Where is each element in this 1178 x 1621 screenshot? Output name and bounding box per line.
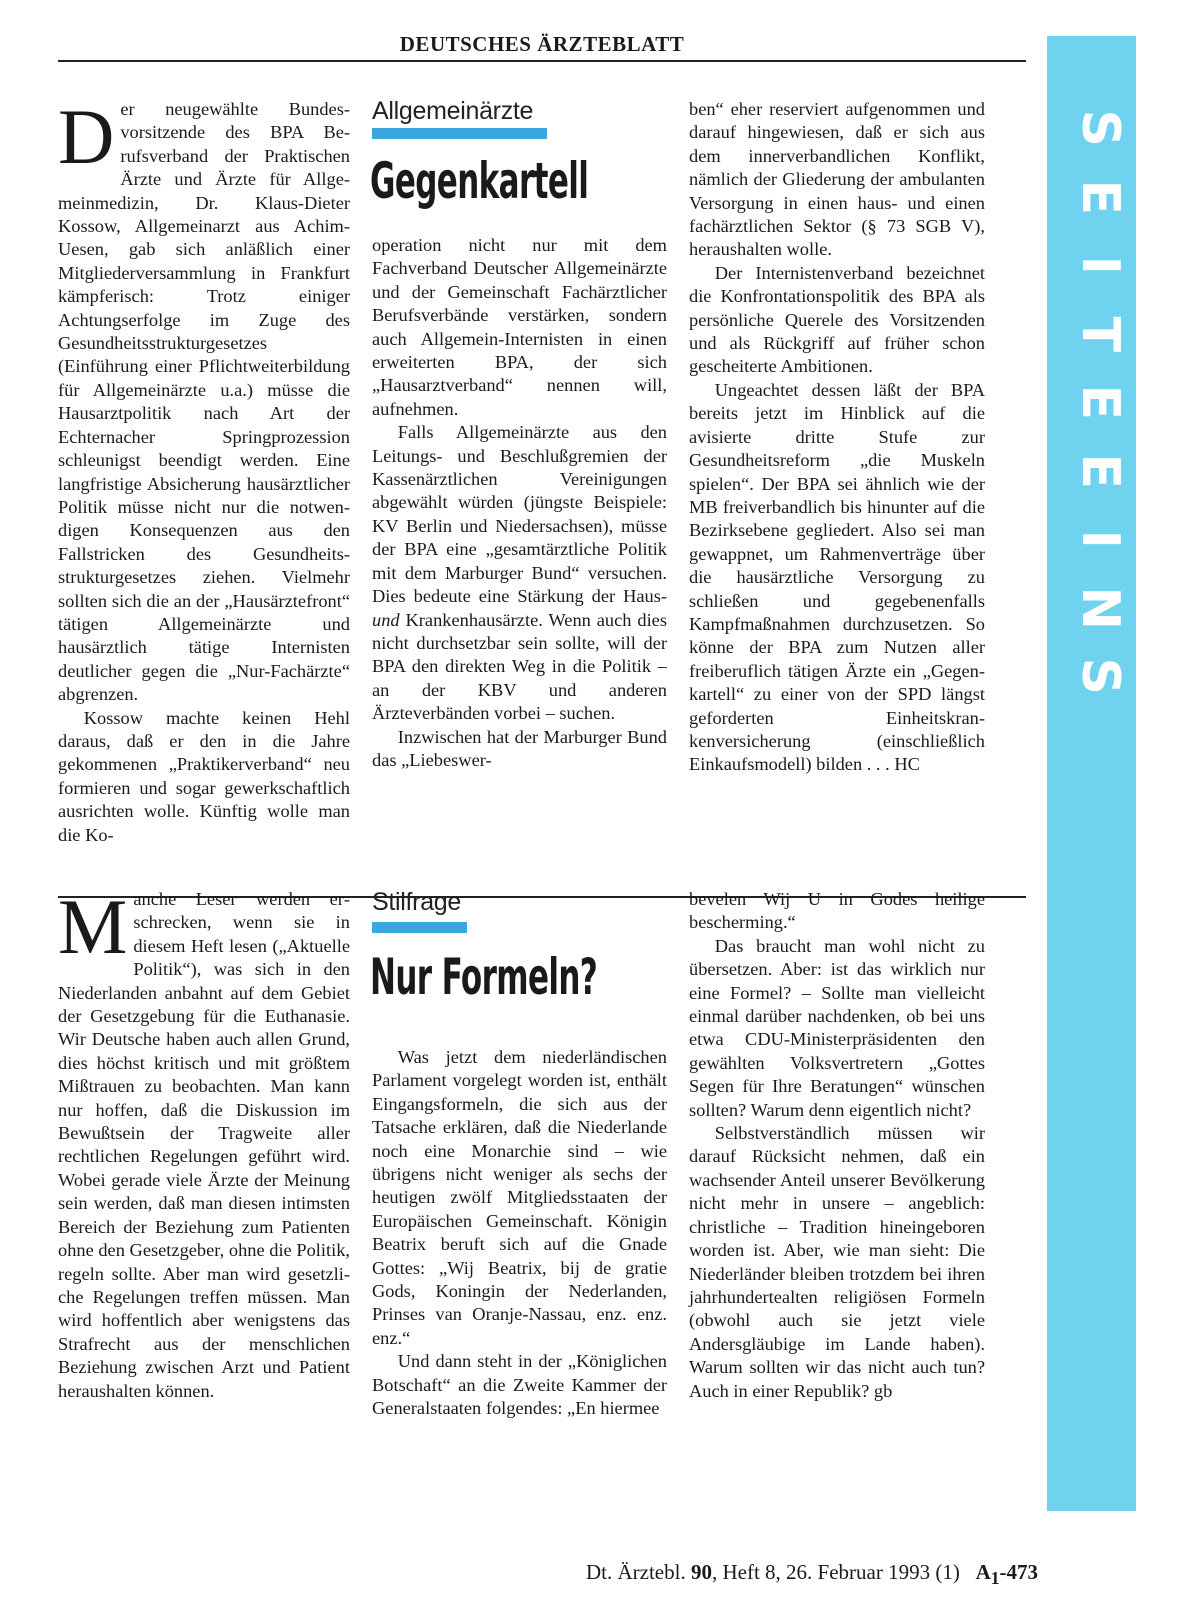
article-column-2 [372, 1046, 667, 1421]
sidebar-letter: S [1069, 657, 1130, 695]
kicker-accent-bar [372, 922, 467, 933]
sidebar-letters [1047, 94, 1136, 711]
sidebar-letter: E [1069, 384, 1130, 421]
drop-cap: D [58, 93, 115, 180]
paragraph: anche Leser werden erschrecken, wenn sie in diesem Heft lesen („Aktuelle Politik“), was sich in den Niederlanden anbahnt auf dem Gebiet der Gesetzgebung für die Euthanasie. Wir Deutsche haben auch allen Grund, dies höchst kritisch und mit größtem Mißtrauen zu beobachten. Man kann nur hoffen, daß die Diskussion im Bewußtsein der Tragweite aller rechtlichen Regelungen geführt wird. Wobei gerade viele Ärzte der Meinung sein werden, daß man diesen intimsten Bereich der Beziehung zum Patienten ohne den Gesetzgeber, ohne die Politik, regeln sollte. Aber man wird gesetzliche Regelungen treffen müssen. Man wird hoffentlich aber wenigstens das Strafrecht aus der menschlichen Beziehung zwischen Arzt und Patient heraushalten können. [58, 889, 350, 1401]
sidebar-letter: T [1069, 316, 1130, 352]
page-number: $A_1-473$ [975, 1560, 1038, 1589]
paragraph: Falls Allgemeinärzte aus den Leitungs- und Beschlußgremien der Kassenärztlichen Vereinigungen abgewählt würden (jüngste Beispiele: KV Berlin und Niedersachsen), müsse der BPA eine „gesamtärztliche Politik mit dem Marburger Bund“ versuchen. Dies bedeute eine Stärkung der Haus- und Krankenhausärzte. Wenn auch dies nicht durchsetzbar sein sollte, will der BPA den direkten Weg in die Politik – an der KBV und anderen Ärzteverbänden vorbei – suchen. [372, 422, 667, 724]
issue-info: , Heft 8, 26. Februar 1993 (1) [711, 1560, 960, 1584]
masthead: DEUTSCHES ÄRZTEBLATT [399, 32, 685, 56]
paragraph: er neugewählte Bundesvorsitzende des BPA Berufsverband der Praktischen Ärzte und Ärzte für Allgemeinmedizin, Dr. Klaus-Dieter Kossow, Allgemeinarzt aus Achim-Uesen, gab sich anläßlich einer Mitgliederversammlung in Frankfurt kämpferisch: Trotz einiger Achtungserfolge im Zuge des Gesundheitsstrukturgesetzes (Einführung einer Pflichtweiterbildung für Allgemeinärzte u.a.) müsse die Hausarztpolitik nach Art der Echternacher Springprozession schleunigst beendigt werden. Eine langfristige Absicherung hausärztlicher Politik müsse nicht nur die notwendigen Konsequenzen aus den Fallstricken des Gesundheitsstrukturgesetzes ziehen. Vielmehr sollten sich die an der „Hausärztefront“ tätigen Allgemeinärzte und hausärztlich tätige Internisten deutlicher gegen die „Nur-Fachärzte“ abgrenzen. [58, 99, 350, 705]
article-kicker: Allgemeinärzte [372, 97, 534, 125]
article-column-1 [58, 883, 350, 1403]
sidebar-letter: I [1069, 529, 1130, 549]
paragraph: bevelen Wij U in Godes heilige bescherming.“ [689, 889, 985, 933]
paragraph: Kossow machte keinen Hehl daraus, daß er den in die Jahre gekommenen „Praktikerverband“ neu formieren und sogar gewerkschaftlich ausrichten wolle. Künftig wolle man die Ko- [58, 707, 350, 845]
article-column-1 [58, 93, 350, 847]
paragraph: Das braucht man wohl nicht zu übersetzen. Aber: ist das wirklich nur eine Formel? – Sollte man vielleicht einmal darüber nachdenken, ob bei uns etwa CDU-Ministerpräsidenten den gewählten Volksvertretern „Gottes Segen für Ihre Beratungen“ wünschen sollten? Warum denn eigentlich nicht? [689, 935, 985, 1120]
paragraph: Und dann steht in der „Königlichen Botschaft“ an die Zweite Kammer der Generalstaaten folgendes: „En hiermee [372, 1351, 667, 1419]
sidebar-letter: N [1069, 585, 1130, 630]
volume-number: 90 [690, 1560, 712, 1584]
emphasis: und [372, 609, 400, 630]
sidebar-letter: E [1069, 452, 1130, 489]
page-footer [586, 1560, 1038, 1589]
sidebar-letter: E [1069, 178, 1130, 215]
article-column-3 [689, 888, 985, 1403]
paragraph: Was jetzt dem niederländischen Parlament vorgelegt worden ist, enthält Eingangsformeln, die sich aus der Tatsache erklären, daß die Niederlande noch eine Monarchie sind – wie übrigens nicht weniger als sechs der heutigen zwölf Mitgliedsstaaten der Europäischen Gemeinschaft. Königin Beatrix beruft sich auf die Gnade Gottes: „Wij Beatrix, bij de gratie Gods, Koningin der Nederlanden, Prinses van Oranje-Nassau, enz. enz. enz.“ [372, 1047, 667, 1348]
article-headline: Gegenkartell [370, 152, 589, 210]
article-headline: Nur Formeln? [370, 948, 598, 1006]
top-rule [58, 60, 1026, 62]
paragraph: ben“ eher reserviert aufgenommen und darauf hingewiesen, daß er sich aus dem innerverbandlichen Konflikt, nämlich der Gliederung der ambulanten Versorgung in einen haus- und einen fachärztlichen Sektor (§ 73 SGB V), heraushalten wolle. [689, 99, 985, 260]
paragraph: Ungeachtet dessen läßt der BPA bereits jetzt im Hinblick auf die avisierte dritte Stufe zur Gesundheitsreform „die Muskeln spielen“. Der BPA sei ähnlich wie der MB freiverbandlich bis hinunter auf die Bezirksebene gegliedert. Also sei man gewappnet, um Rahmenverträge über die hausärztliche Versorgung zu schließen und gegebenenfalls Kampfmaßnahmen durchzusetzen. So könne der BPA zum Nutzen aller freiberuflich tätigen Ärzte ein „Gegenkartell“ zu einer von der SPD längst geforderten Einheitskrankenversicherung (einschließlich Einkaufsmodell) bilden . . . HC [689, 379, 985, 775]
paragraph: operation nicht nur mit dem Fachverband Deutscher Allgemeinärzte und der Gemeinschaft Fachärztlicher Berufsverbände verstärken, sondern auch Allgemein-Internisten in einen erweiterten BPA, der sich „Hausarztverband“ nennen will, aufnehmen. [372, 235, 667, 419]
sidebar-letter: S [1069, 109, 1130, 147]
paragraph: Inzwischen hat der Marburger Bund das „Liebeswer- [372, 726, 667, 770]
article-column-2 [372, 234, 667, 772]
drop-cap: M [58, 883, 128, 970]
article-column-3 [689, 98, 985, 777]
journal-citation: Dt. Ärztebl. [585, 1560, 691, 1584]
paragraph: Der Internistenverband bezeichnet die Konfrontationspolitik des BPA als persönliche Querele des Vorsitzenden und als Rückgriff auf früher schon gescheiterte Ambitionen. [689, 262, 985, 377]
sidebar-letter: I [1069, 255, 1130, 275]
kicker-accent-bar [372, 128, 547, 139]
paragraph: Selbstverständlich müssen wir darauf Rücksicht nehmen, daß ein wachsender Anteil unserer Bevölkerung nicht mehr in unsere – angeblich: christliche – Tradition hineingeboren worden ist. Aber, wie man sieht: Die Niederländer bleiben trotzdem bei ihren jahrhundertealten religiösen Formeln (obwohl auch sie jetzt viele Andersgläubige im Lande haben). Warum sollten wir das nicht auch tun? Auch in einer Republik? gb [689, 1123, 985, 1401]
article-kicker: Stilfrage [372, 888, 462, 916]
section-sidebar [1047, 36, 1136, 1511]
